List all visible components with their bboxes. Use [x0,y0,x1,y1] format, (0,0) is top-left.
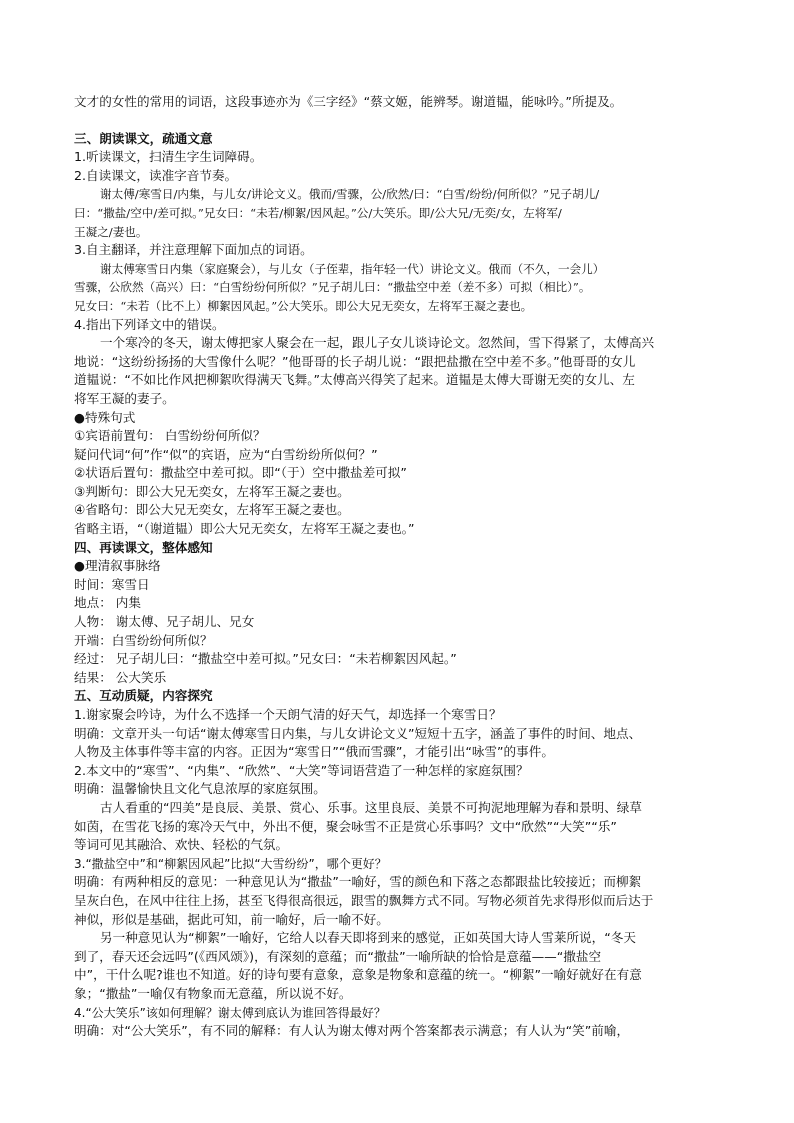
gloss-line: 兄女曰：“未若（比不上）柳絮因风起。”公大笑乐。即公大兄无奕女，左将军王凝之妻也。 [74,298,533,313]
answer-line: 明确：对“公大笑乐”，有不同的解释：有人认为谢太傅对两个答案都表示满意；有人认为“笑”前喻， [74,1023,630,1039]
special-line: ④省略句：即公大兄无奕女，左将军王凝之妻也。 [74,502,350,518]
document-page [74,93,724,1041]
section-3-heading: 三、朗读课文，疏通文意 [74,130,213,146]
answer-line: 明确：有两种相反的意见：一种意见认为“撒盐”一喻好，雪的颜色和下落之态都跟盐比较接近；而柳絮 [74,874,642,890]
step-3: 3.自主翻译，并注意理解下面加点的词语。 [74,242,313,258]
gloss-text [74,260,724,316]
section-5-heading: 五、互动质疑，内容探究 [74,688,213,704]
step-2: 2.自读课文，读准字音节奏。 [74,167,238,183]
rhythm-line: 王凝之/妻也。 [74,224,148,239]
answer-line: 到了，春天还会远吗”(《西风颂》)，有深刻的意蕴；而“撒盐”一喻所缺的恰恰是意蕴——“撒盐空 [74,948,602,964]
answer-line: 呈灰白色，在风中往往上扬，甚至飞得很高很远，跟雪的飘舞方式不同。写物必须首先求得形似而后达于 [74,892,654,908]
narrative-subheading: ●理清叙事脉络 [74,558,161,574]
special-sentences-heading: ●特殊句式 [74,409,136,425]
question-3: 3.“撒盐空中”和“柳絮因风起”比拟“大雪纷纷”，哪个更好？ [74,856,387,871]
rhythm-text [74,185,724,241]
answer-line: 明确：文章开头一句话“谢太傅寒雪日内集，与儿女讲论文义”短短十五字，涵盖了事件的时间、地点、 [74,725,642,741]
special-line: ①宾语前置句： 白雪纷纷何所似？ [74,428,266,444]
special-line: 疑问代词“何”作“似”的宾语，应为“白雪纷纷所似何？” [74,446,378,462]
translation-line: 一个寒冷的冬天，谢太傅把家人聚会在一起，跟儿子女儿谈诗论文。忽然间，雪下得紧了，太傅高兴 [100,335,655,351]
answer-line: 等词可见其融洽、欢快、轻松的气氛。 [74,837,289,853]
translation-line: 道韫说：“不如比作风把柳絮吹得满天飞舞。”太傅高兴得笑了起来。道韫是太傅大哥谢无奕的女儿、左 [74,372,635,388]
section-4-heading: 四、再读课文，整体感知 [74,539,213,555]
answer-line: 另一种意见认为“柳絮”一喻好，它给人以春天即将到来的感觉，正如英国大诗人雪莱所说，“冬天 [100,930,636,946]
answer-line: 如茵，在雪花飞扬的寒冷天气中，外出不便，聚会咏雪不正是赏心乐事吗？文中“欣然”“大笑”“乐” [74,818,617,834]
answer-line: 人物及主体事件等丰富的内容。正因为“寒雪日”“俄而雪骤”，才能引出“咏雪”的事件。 [74,744,554,760]
translation-line: 将军王凝的妻子。 [74,390,175,406]
answer-line: 象；“撒盐”一喻仅有物象而无意蕴，所以说不好。 [74,985,352,1001]
answer-line: 神似，形似是基础，据此可知，前一喻好，后一喻不好。 [74,911,389,927]
special-line: ②状语后置句：撒盐空中差可拟。即“（于）空中撒盐差可拟” [74,465,407,481]
question-1: 1.谢家聚会吟诗，为什么不选择一个天朗气清的好天气，却选择一个寒雪日？ [74,707,502,722]
question-2: 2.本文中的“寒雪”、“内集”、“欣然”、“大笑”等词语营造了一种怎样的家庭氛围？ [74,762,529,778]
translation-text [74,334,724,408]
outline-row: 时间：寒雪日 [74,576,150,592]
intro-paragraph: 文才的女性的常用的词语，这段事迹亦为《三字经》“蔡文姬，能辨琴。谢道韫，能咏吟。”所提及。 [74,94,623,109]
step-1: 1.听读课文，扫清生字生词障碍。 [74,149,263,165]
outline-row: 经过： 兄子胡儿曰：“撒盐空中差可拟。”兄女曰：“未若柳絮因风起。” [74,651,457,667]
special-line: ③判断句：即公大兄无奕女，左将军王凝之妻也。 [74,483,350,499]
gloss-line: 谢太傅寒雪日内集（家庭聚会），与儿女（子侄辈，指年轻一代）讲论文义。俄而（不久，一会儿） [100,261,605,276]
outline-row: 结果： 公大笑乐 [74,669,167,685]
gloss-line: 雪骤，公欣然（高兴）曰：“白雪纷纷何所似？”兄子胡儿曰：“撒盐空中差（差不多）可拟（相比）”。 [74,280,591,295]
answer-line: 古人看重的“四美”是良辰、美景、赏心、乐事。这里良辰、美景不可拘泥地理解为春和景明、绿草 [100,799,642,815]
rhythm-line: 曰：“撒盐/空中/差可拟。”兄女曰：“未若/柳絮/因风起。”公/大笑乐。即/公大兄/无奕/女，左将军/ [74,205,562,220]
rhythm-line: 谢太傅/寒雪日/内集，与儿女/讲论文义。俄而/雪骤，公/欣然/曰：“白雪/纷纷/何所似？”兄子胡儿/ [100,187,600,202]
outline-row: 地点： 内集 [74,595,141,611]
outline-row: 开端：白雪纷纷何所似？ [74,632,213,648]
step-4: 4.指出下列译文中的错误。 [74,316,225,332]
special-line: 省略主语，“（谢道韫）即公大兄无奕女，左将军王凝之妻也。” [74,521,415,537]
answer-line: 中”，干什么呢?谁也不知道。好的诗句要有意象，意象是物象和意蕴的统一。“柳絮”一喻好就好在有意 [74,967,642,983]
special-sentences [74,427,724,539]
narrative-outline [74,576,724,688]
translation-line: 地说：“这纷纷扬扬的大雪像什么呢？”他哥哥的长子胡儿说：“跟把盐撒在空中差不多。”他哥哥的女儿 [74,353,636,369]
question-4: 4.“公大笑乐”该如何理解？谢太傅到底认为谁回答得最好？ [74,1005,386,1020]
answer-line: 明确：温馨愉快且文化气息浓厚的家庭氛围。 [74,781,326,797]
outline-row: 人物： 谢太傅、兄子胡儿、兄女 [74,614,255,630]
